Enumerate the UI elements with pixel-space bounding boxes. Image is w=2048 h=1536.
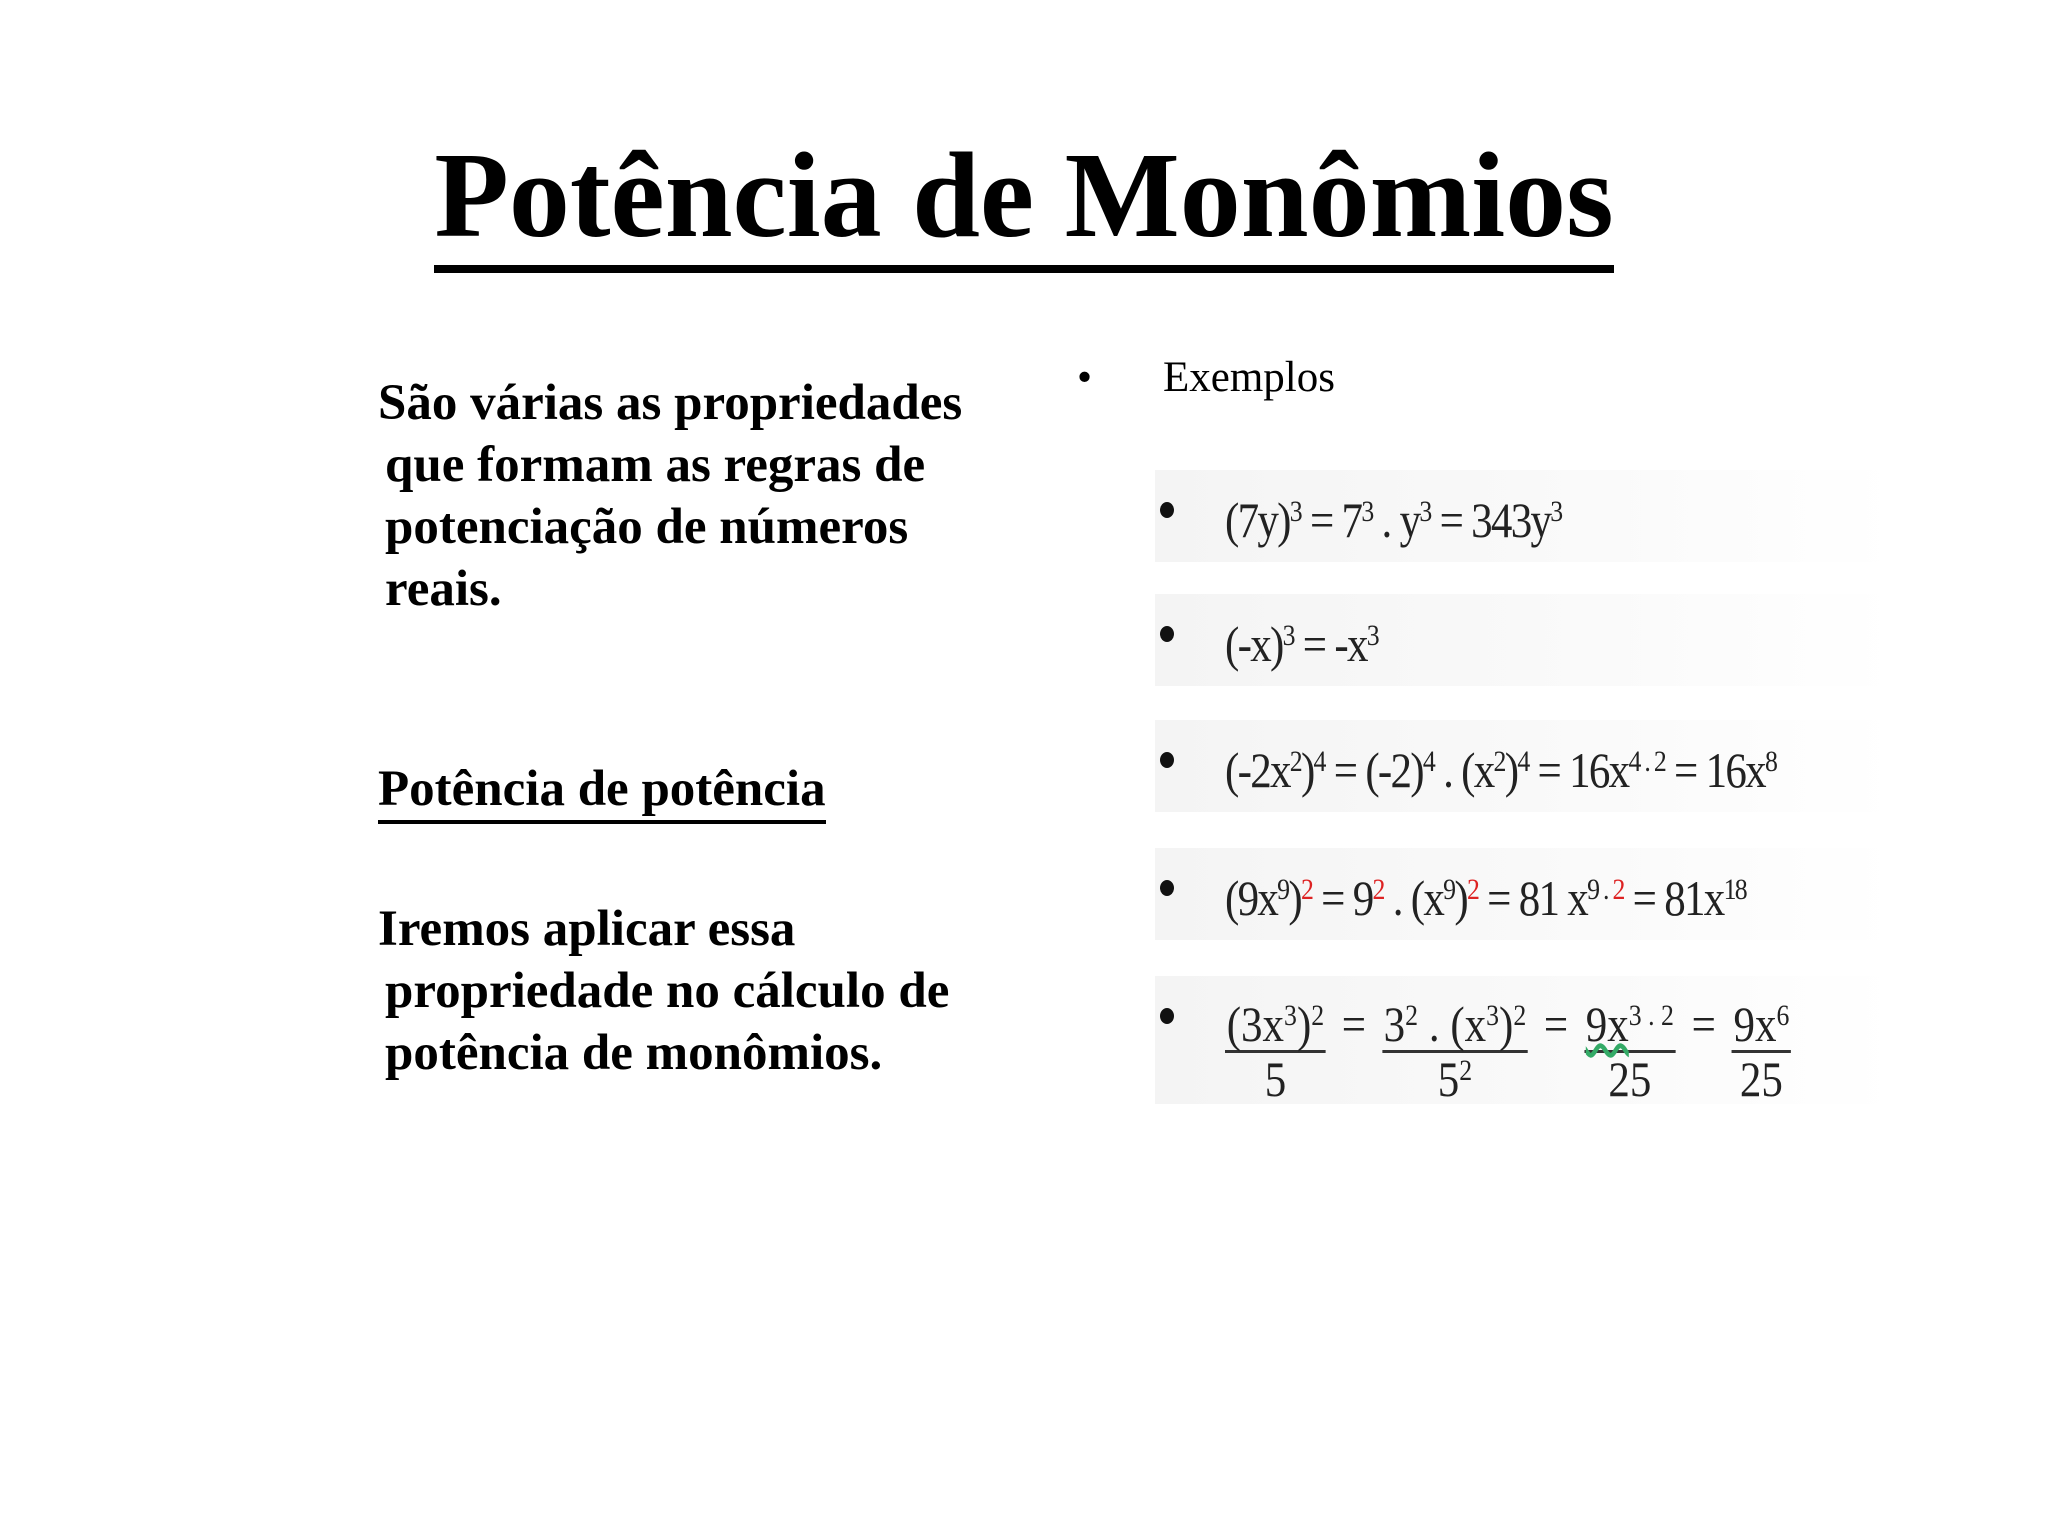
example-row: [1155, 594, 1895, 686]
bullet-dot: [1160, 880, 1174, 896]
example-equation: $\frac{(3x^3)^2}{5}$ = $\frac{3^2 . (x^3)^2}{5^2}$ = $\frac{9x^{3 . 2}}{25}$ = $\frac{9x^6}{25}$: [1226, 996, 1790, 1107]
slide-title-text: Potência de Monômios: [434, 128, 1613, 273]
example-row: [1155, 720, 1895, 812]
example-equation: $(9x^9)^2 = 9^2$ . $(x^9)^2 = 81$ $x^{9 . 2} = 81x^{18}$: [1225, 870, 1746, 926]
bullet-dot: [1160, 752, 1174, 768]
example-equation: $(-2x^2)^4 = (-2)^4$ . $(x^2)^4 = 16x^{4 . 2} = 16x^8$: [1225, 742, 1777, 798]
examples-label: Exemplos: [1163, 354, 1335, 401]
bullet-dot: [1160, 502, 1174, 518]
bullet-dot: [1160, 626, 1174, 642]
example-row: [1155, 848, 1895, 940]
intro-paragraph: São várias as propriedades que formam as regras de potenciação de números reais.: [378, 375, 963, 617]
example-equation: $(7y)^3 = 7^3$ . $y^3 = 343y^3$: [1225, 492, 1562, 548]
slide-title: [0, 128, 2048, 263]
section-heading: Potência de potência: [378, 758, 826, 824]
example-equation: $(-x)^3 = -x^3$: [1225, 616, 1378, 672]
example-row: [1155, 470, 1895, 562]
bullet-glyph: •: [1077, 354, 1093, 401]
example-row: [1155, 976, 1895, 1107]
bullet-dot: [1160, 1008, 1174, 1024]
application-paragraph: Iremos aplicar essa propriedade no cálculo de potência de monômios.: [378, 901, 950, 1081]
